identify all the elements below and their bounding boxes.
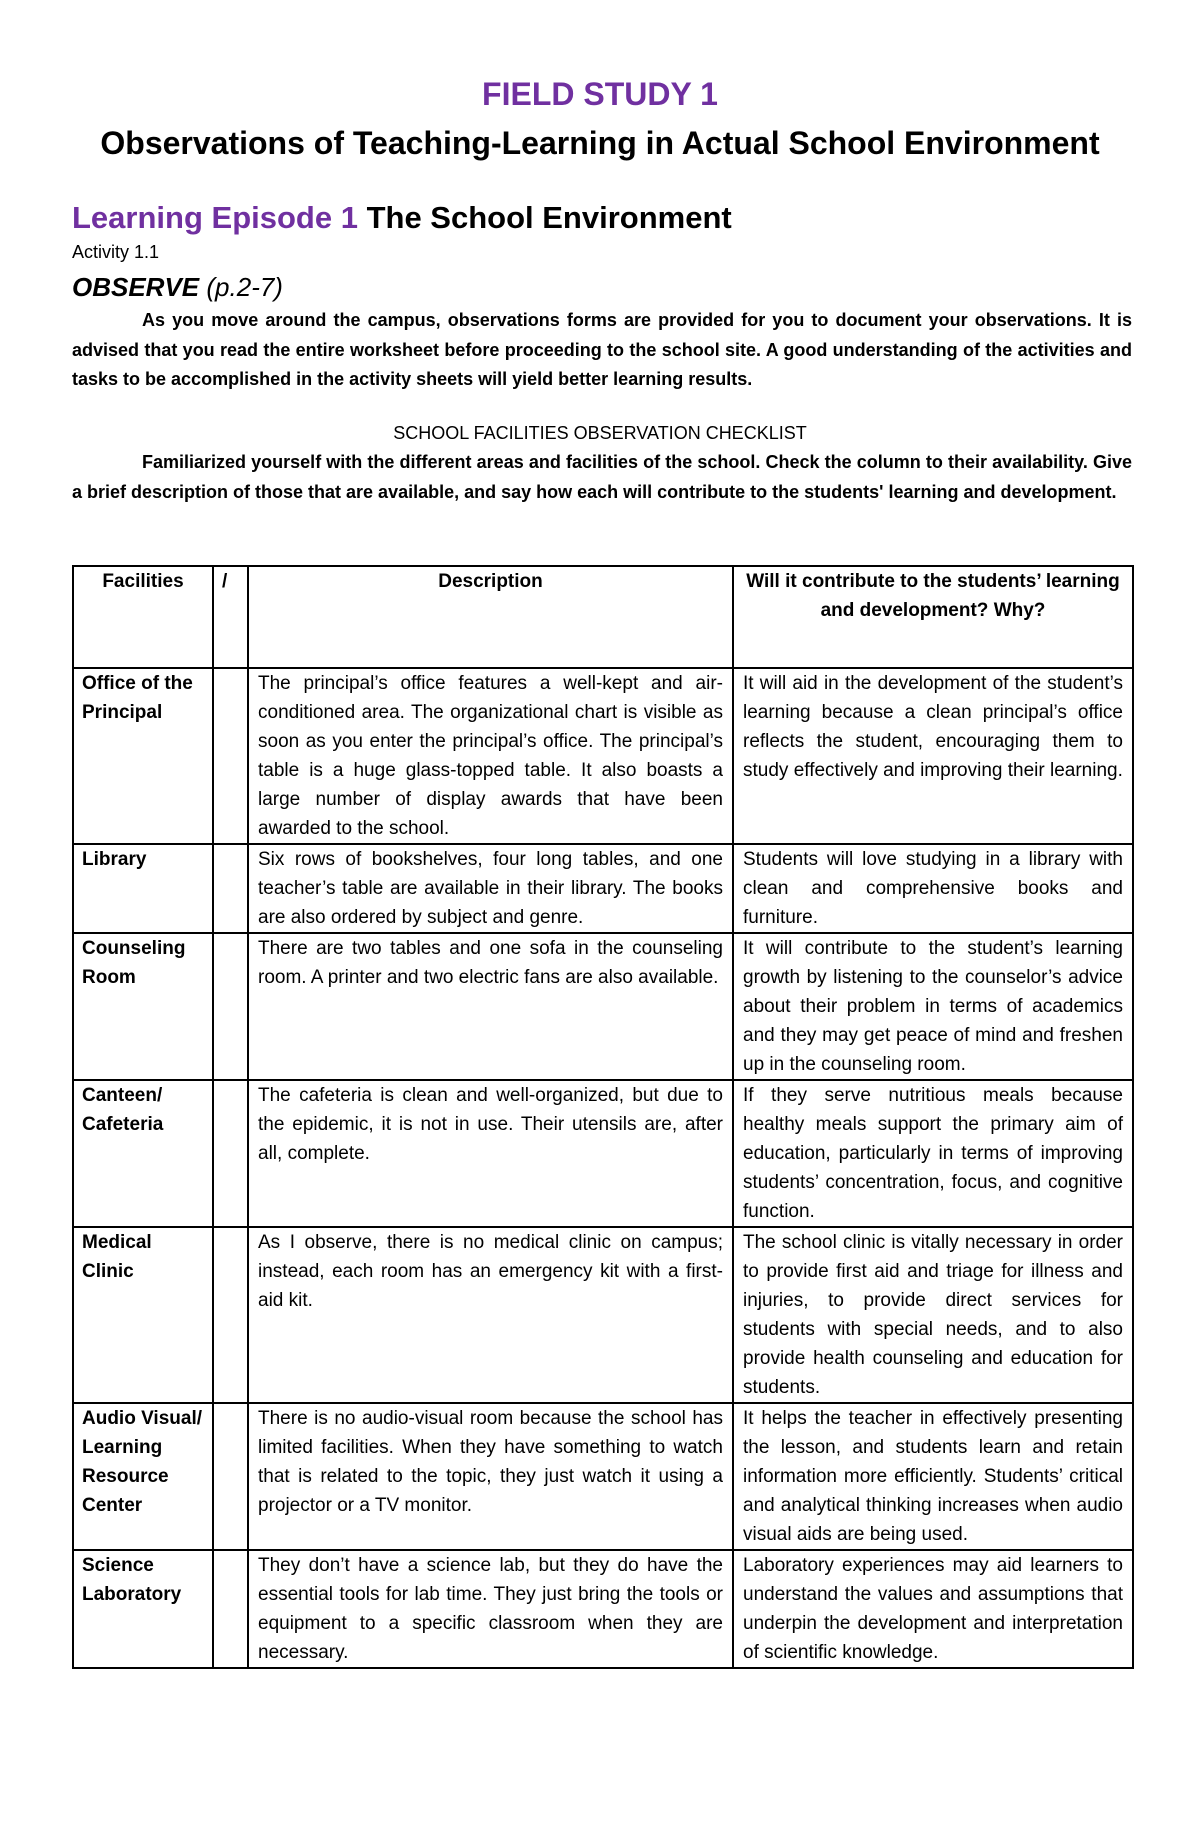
availability-checkbox[interactable] — [213, 1080, 248, 1227]
availability-checkbox[interactable] — [213, 668, 248, 844]
facility-name: Science Laboratory — [73, 1550, 213, 1668]
table-row — [73, 933, 1133, 1080]
table-row — [73, 668, 1133, 844]
episode-heading — [72, 198, 732, 238]
episode-name: The School Environment — [366, 200, 732, 235]
table-row — [73, 1080, 1133, 1227]
facility-description: They don’t have a science lab, but they do have the essential tools for lab time. They just bring the tools or equipment to a specific classroom when they are necessary. — [248, 1550, 733, 1668]
facility-description: The principal’s office features a well-kept and air-conditioned area. The organizational chart is visible as soon as you enter the principal’s office. The principal’s table is a huge glass-topped table. It also boasts a large number of display awards that have been awarded to the school. — [248, 668, 733, 844]
header-facilities: Facilities — [73, 566, 213, 668]
observe-heading — [72, 270, 283, 304]
table-row — [73, 1403, 1133, 1550]
field-study-title: FIELD STUDY 1 — [482, 76, 718, 112]
facility-name: Canteen/ Cafeteria — [73, 1080, 213, 1227]
facility-contribution: It helps the teacher in effectively presenting the lesson, and students learn and retain information more efficiently. Students’ critical and analytical thinking increases when audio visual aids are being used. — [733, 1403, 1133, 1550]
table-row — [73, 1550, 1133, 1668]
observations-subtitle: Observations of Teaching-Learning in Actual School Environment — [100, 125, 1100, 161]
availability-checkbox[interactable] — [213, 933, 248, 1080]
header-contribution: Will it contribute to the students’ learning and development? Why? — [733, 566, 1133, 668]
facility-contribution: The school clinic is vitally necessary in order to provide first aid and triage for illness and injuries, to provide direct services for students with special needs, and to also provide health counseling and education for students. — [733, 1227, 1133, 1403]
activity-label: Activity 1.1 — [72, 242, 160, 262]
facility-contribution: If they serve nutritious meals because healthy meals support the primary aim of education, particularly in terms of improving students’ concentration, focus, and cognitive function. — [733, 1080, 1133, 1227]
instructions-paragraph: Familiarized yourself with the different areas and facilities of the school. Check the column to their availability. Give a brief description of those that are available, and say how each will contribute to the students' learning and development. — [72, 452, 1132, 502]
facility-description: The cafeteria is clean and well-organized, but due to the epidemic, it is not in use. Their utensils are, after all, complete. — [248, 1080, 733, 1227]
table-row — [73, 1227, 1133, 1403]
header-check: / — [213, 566, 248, 668]
observe-pages: (p.2-7) — [206, 272, 283, 302]
facility-description: There are two tables and one sofa in the counseling room. A printer and two electric fans are also available. — [248, 933, 733, 1080]
table-header-row — [73, 566, 1133, 668]
availability-checkbox[interactable] — [213, 1227, 248, 1403]
facility-contribution: Students will love studying in a library with clean and comprehensive books and furniture. — [733, 844, 1133, 933]
table-row — [73, 844, 1133, 933]
observe-title: OBSERVE — [72, 272, 200, 302]
facility-name: Counseling Room — [73, 933, 213, 1080]
facility-contribution: It will aid in the development of the student’s learning because a clean principal’s office reflects the student, encouraging them to study effectively and improving their learning. — [733, 668, 1133, 844]
episode-label: Learning Episode 1 — [72, 200, 358, 235]
facilities-table — [72, 565, 1134, 1669]
checklist-title: SCHOOL FACILITIES OBSERVATION CHECKLIST — [393, 423, 807, 443]
availability-checkbox[interactable] — [213, 844, 248, 933]
facility-description: As I observe, there is no medical clinic on campus; instead, each room has an emergency kit with a first-aid kit. — [248, 1227, 733, 1403]
facility-contribution: It will contribute to the student’s learning growth by listening to the counselor’s advice about their problem in terms of academics and they may get peace of mind and freshen up in the counseling room. — [733, 933, 1133, 1080]
header-description: Description — [248, 566, 733, 668]
facility-name: Medical Clinic — [73, 1227, 213, 1403]
facility-contribution: Laboratory experiences may aid learners to understand the values and assumptions that underpin the development and interpretation of scientific knowledge. — [733, 1550, 1133, 1668]
facility-name: Audio Visual/ Learning Resource Center — [73, 1403, 213, 1550]
facility-name: Library — [73, 844, 213, 933]
facility-description: There is no audio-visual room because the school has limited facilities. When they have something to watch that is related to the topic, they just watch it using a projector or a TV monitor. — [248, 1403, 733, 1550]
availability-checkbox[interactable] — [213, 1403, 248, 1550]
intro-paragraph: As you move around the campus, observations forms are provided for you to document your observations. It is advised that you read the entire worksheet before proceeding to the school site. A good understanding of the activities and tasks to be accomplished in the activity sheets will yield better learning results. — [72, 310, 1132, 389]
availability-checkbox[interactable] — [213, 1550, 248, 1668]
facility-description: Six rows of bookshelves, four long tables, and one teacher’s table are available in their library. The books are also ordered by subject and genre. — [248, 844, 733, 933]
facility-name: Office of the Principal — [73, 668, 213, 844]
